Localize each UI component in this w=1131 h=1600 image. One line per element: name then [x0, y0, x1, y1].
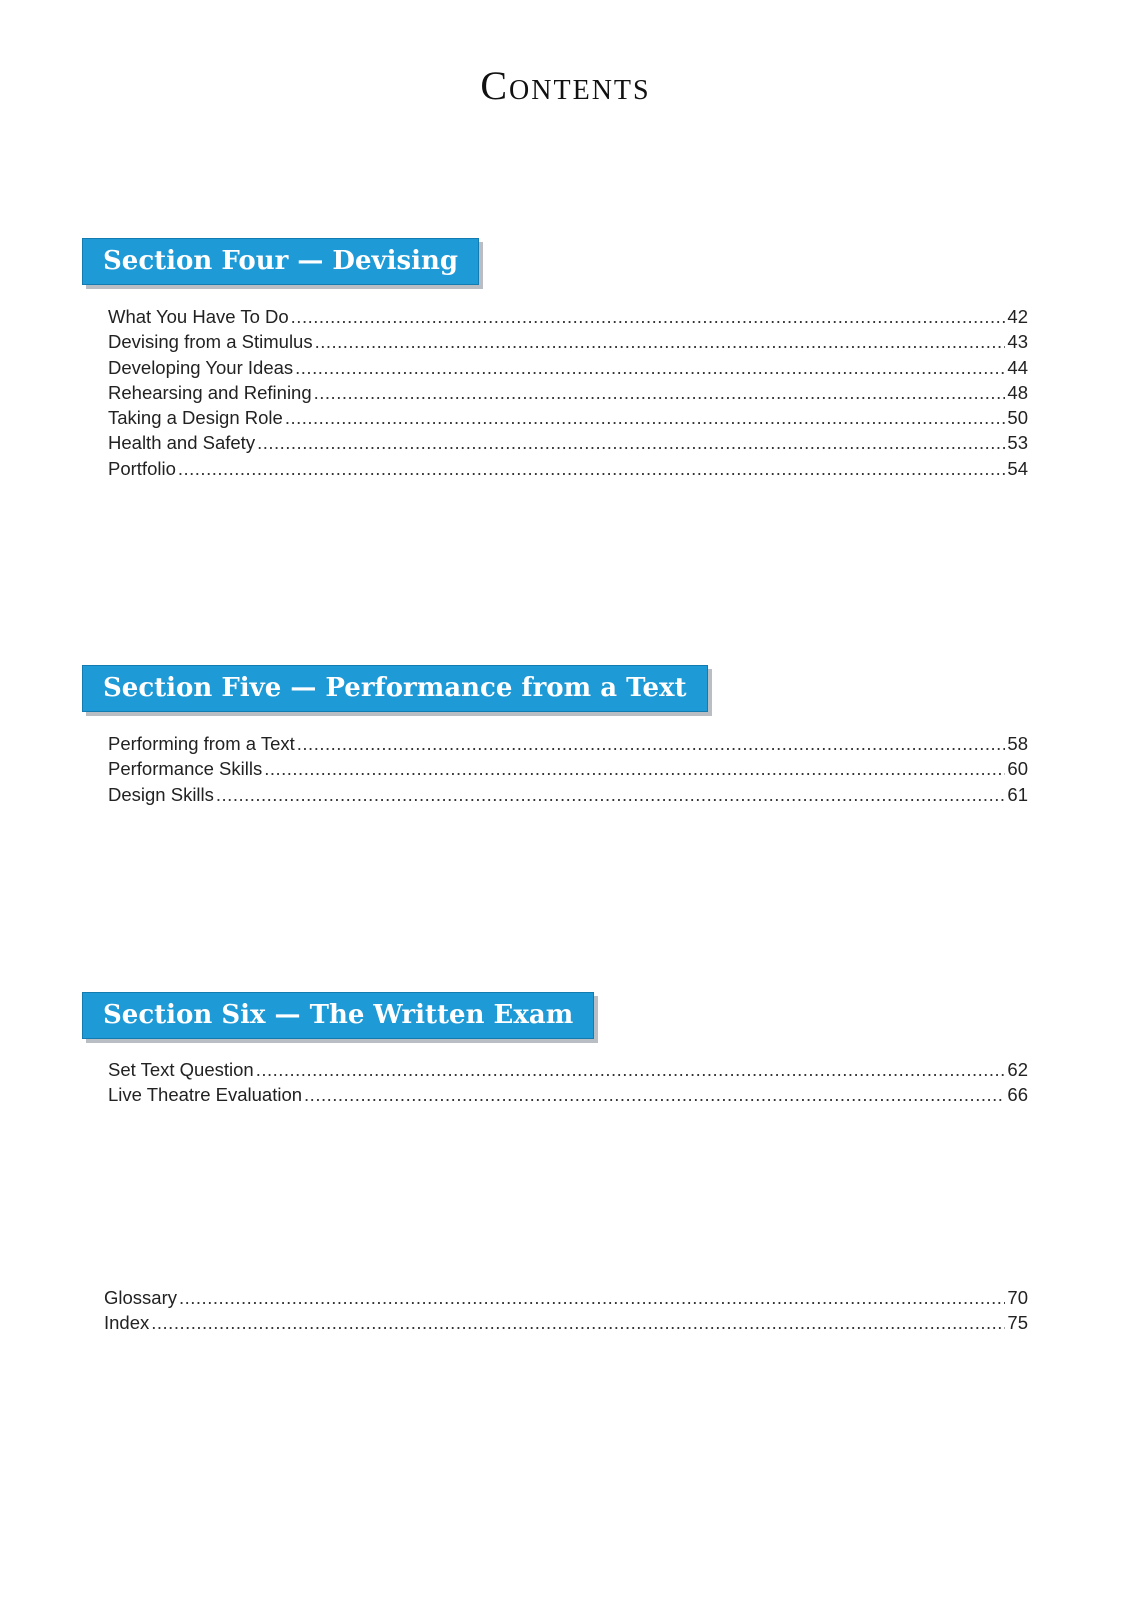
- dot-leader: [178, 458, 1006, 480]
- toc-entry[interactable]: [108, 306, 1028, 331]
- dot-leader: [285, 407, 1006, 429]
- entry-page: 53: [1007, 432, 1028, 454]
- entry-label: Portfolio: [108, 457, 176, 479]
- entry-page: 70: [1007, 1287, 1028, 1308]
- section-four-entries: [108, 306, 1028, 483]
- entry-page: 50: [1007, 407, 1028, 429]
- toc-entry[interactable]: [108, 382, 1028, 407]
- toc-entry[interactable]: [108, 784, 1028, 809]
- entry-label: Developing Your Ideas: [108, 356, 294, 378]
- toc-entry[interactable]: [108, 758, 1028, 783]
- entry-page: 60: [1007, 758, 1028, 780]
- entry-page: 62: [1007, 1059, 1028, 1080]
- entry-page: 58: [1007, 733, 1028, 754]
- entry-label: Index: [104, 1312, 150, 1334]
- entry-label: Health and Safety: [108, 432, 256, 454]
- entry-label: Devising from a Stimulus: [108, 331, 313, 353]
- toc-entry[interactable]: [104, 1312, 1028, 1337]
- dot-leader: [216, 784, 1006, 806]
- entry-page: 44: [1007, 356, 1028, 378]
- dot-leader: [314, 382, 1006, 404]
- entry-page: 66: [1007, 1084, 1028, 1106]
- dot-leader: [179, 1287, 1005, 1309]
- dot-leader: [304, 1084, 1005, 1106]
- section-four-heading: Section Four — Devising: [82, 238, 479, 285]
- toc-entry[interactable]: [108, 357, 1028, 382]
- dot-leader: [151, 1312, 1005, 1334]
- entry-label: Set Text Question: [108, 1059, 254, 1080]
- entry-label: Live Theatre Evaluation: [108, 1084, 303, 1106]
- toc-entry[interactable]: [108, 432, 1028, 457]
- dot-leader: [315, 331, 1006, 353]
- back-matter-entries: [104, 1287, 1028, 1338]
- toc-entry[interactable]: [108, 407, 1028, 432]
- entry-label: Rehearsing and Refining: [108, 381, 312, 403]
- entry-page: 48: [1007, 381, 1028, 403]
- toc-entry[interactable]: [108, 1084, 1028, 1109]
- entry-label: Taking a Design Role: [108, 407, 283, 429]
- entry-page: 43: [1007, 331, 1028, 353]
- section-five-entries: [108, 733, 1028, 809]
- dot-leader: [256, 1059, 1006, 1081]
- entry-label: Glossary: [104, 1287, 177, 1308]
- section-six-entries: [108, 1059, 1028, 1110]
- section-five-heading: Section Five — Performance from a Text: [82, 665, 708, 712]
- toc-entry[interactable]: [108, 733, 1028, 758]
- section-six-heading: Section Six — The Written Exam: [82, 992, 594, 1039]
- entry-page: 61: [1007, 783, 1028, 805]
- toc-entry[interactable]: [108, 1059, 1028, 1084]
- entry-page: 54: [1007, 457, 1028, 479]
- entry-page: 75: [1007, 1312, 1028, 1334]
- entry-label: What You Have To Do: [108, 306, 289, 327]
- dot-leader: [291, 306, 1006, 328]
- toc-entry[interactable]: [108, 331, 1028, 356]
- dot-leader: [264, 758, 1005, 780]
- entry-label: Performance Skills: [108, 758, 263, 780]
- entry-page: 42: [1007, 306, 1028, 327]
- page-title: Contents: [480, 63, 651, 108]
- toc-entry[interactable]: [108, 458, 1028, 483]
- dot-leader: [297, 733, 1006, 755]
- dot-leader: [295, 357, 1005, 379]
- entry-label: Design Skills: [108, 783, 214, 805]
- toc-entry[interactable]: [104, 1287, 1028, 1312]
- entry-label: Performing from a Text: [108, 733, 295, 754]
- dot-leader: [257, 432, 1005, 454]
